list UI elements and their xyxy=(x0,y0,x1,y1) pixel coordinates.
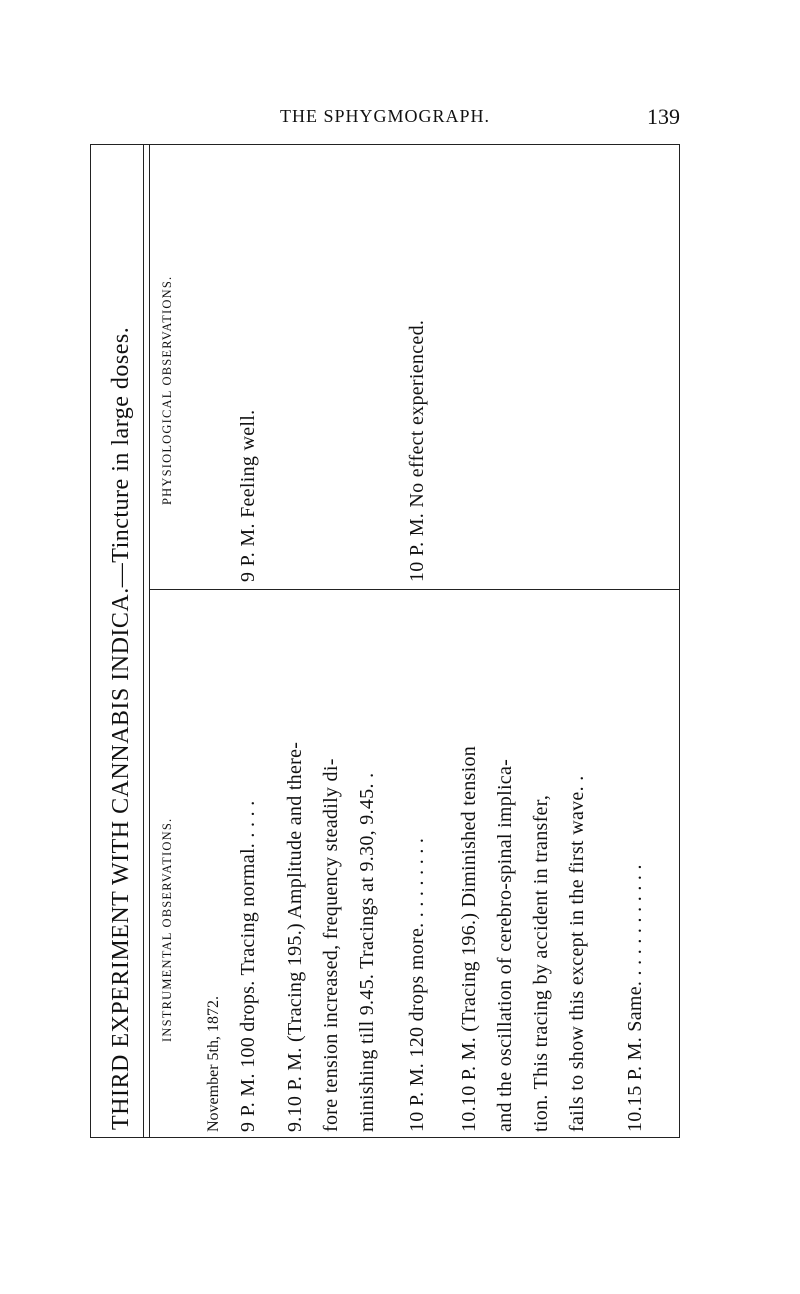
instrumental-line-3: fore tension increased, frequency steadily di- xyxy=(320,758,342,1132)
instrumental-line-8: tion. This tracing by accident in transfer, xyxy=(530,794,552,1132)
instrumental-line-5: 10 P. M. 120 drops more. . . . . . . . . xyxy=(406,837,428,1132)
physiological-heading: PHYSIOLOGICAL OBSERVATIONS. xyxy=(160,275,174,505)
page-header xyxy=(90,104,680,134)
physiological-row-1: 9 P. M. Feeling well. xyxy=(237,409,259,582)
instrumental-line-4: minishing till 9.45. Tracings at 9.30, 9.45. . xyxy=(356,772,378,1132)
instrumental-line-9: fails to show this except in the first wave. . xyxy=(566,775,588,1132)
table-frame xyxy=(90,144,680,1138)
page-number: 139 xyxy=(647,104,680,129)
instrumental-date: November 5th, 1872. xyxy=(205,996,222,1132)
instrumental-line-1: 9 P. M. 100 drops. Tracing normal. . . . . xyxy=(237,800,259,1132)
instrumental-line-2: 9.10 P. M. (Tracing 195.) Amplitude and there- xyxy=(284,741,306,1132)
physiological-row-2: 10 P. M. No effect experienced. xyxy=(406,319,428,582)
instrumental-line-7: and the oscillation of cerebro-spinal implica- xyxy=(494,758,516,1132)
table-caption: THIRD EXPERIMENT WITH CANNABIS INDICA.—Tincture in large doses. xyxy=(108,326,134,1130)
instrumental-heading: INSTRUMENTAL OBSERVATIONS. xyxy=(160,817,174,1042)
instrumental-line-10: 10.15 P. M. Same. . . . . . . . . . . . xyxy=(624,864,646,1132)
column-divider-rule xyxy=(149,589,680,590)
instrumental-line-6: 10.10 P. M. (Tracing 196.) Diminished tension xyxy=(458,745,480,1132)
section-rule xyxy=(149,144,150,1138)
caption-rule xyxy=(143,144,144,1138)
running-title: THE SPHYGMOGRAPH. xyxy=(279,106,491,126)
